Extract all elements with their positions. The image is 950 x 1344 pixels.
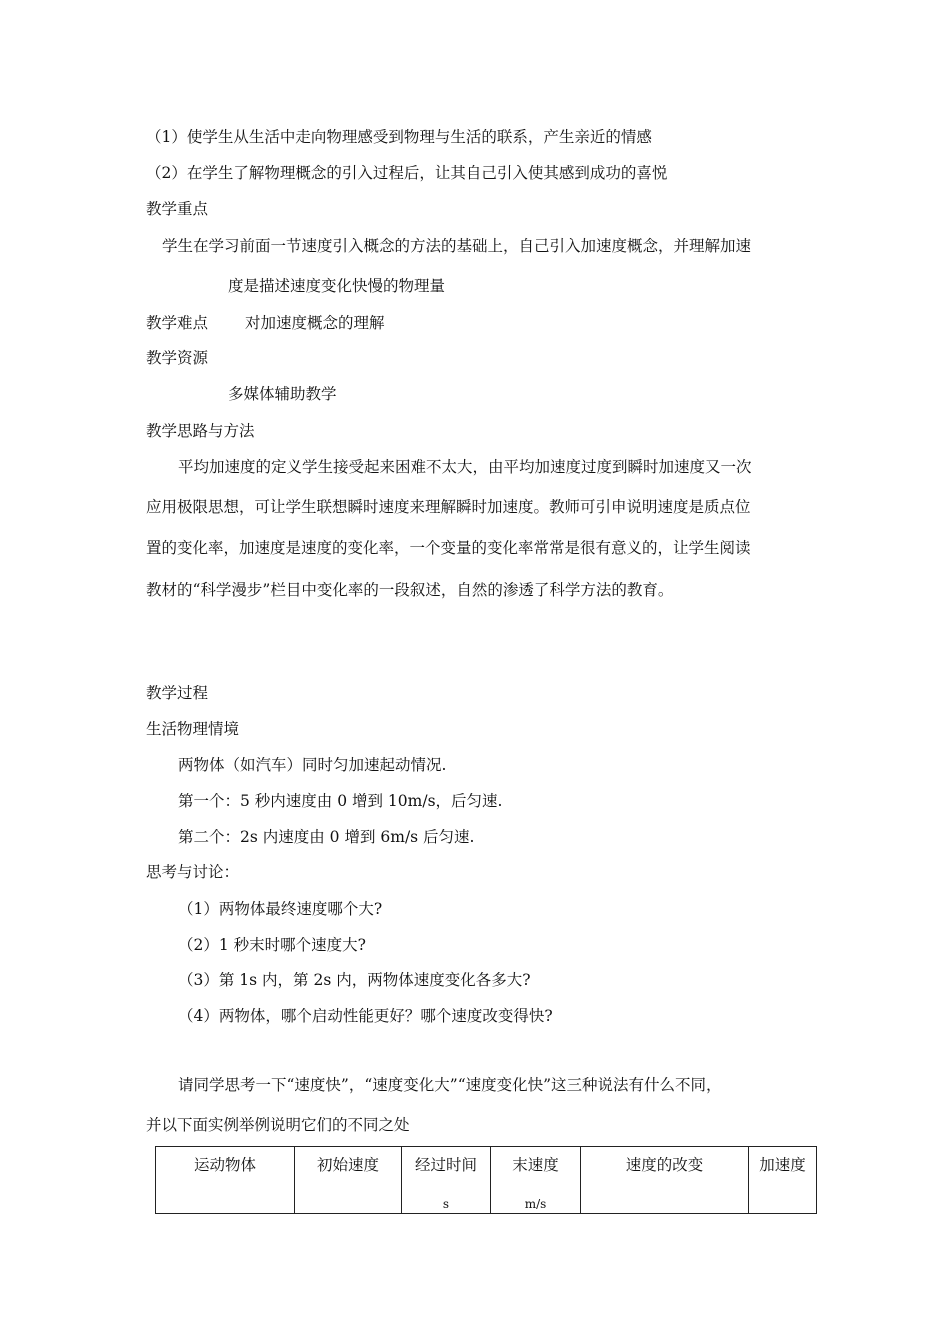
header-unit: m/s xyxy=(524,1197,547,1211)
header-cell-acceleration xyxy=(749,1147,817,1214)
motion-comparison-table xyxy=(155,1146,817,1214)
key-point-text-line1: 学生在学习前面一节速度引入概念的方法的基础上，自己引入加速度概念，并理解加速 xyxy=(162,237,752,255)
discussion-heading: 思考与讨论： xyxy=(146,863,240,881)
question-2: （2）1 秒末时哪个速度大? xyxy=(178,936,366,954)
difficulty-heading: 教学难点 xyxy=(146,314,209,332)
header-label: 速度的改变 xyxy=(625,1156,704,1174)
question-1: （1）两物体最终速度哪个大? xyxy=(178,900,383,918)
method-line-3: 置的变化率，加速度是速度的变化率，一个变量的变化率常常是很有意义的，让学生阅读 xyxy=(146,539,751,557)
scenario-line-3: 第二个：2s 内速度由 0 增到 6m/s 后匀速. xyxy=(178,828,475,846)
header-cell-elapsed-time xyxy=(402,1147,491,1214)
scenario-line-1: 两物体（如汽车）同时匀加速起动情况. xyxy=(178,756,447,774)
header-label: 运动物体 xyxy=(193,1156,256,1174)
header-label: 加速度 xyxy=(759,1156,806,1174)
key-point-heading: 教学重点 xyxy=(146,200,209,218)
resources-heading: 教学资源 xyxy=(146,349,209,367)
method-heading: 教学思路与方法 xyxy=(146,422,255,440)
header-label: 初始速度 xyxy=(316,1156,379,1174)
objective-1: （1）使学生从生活中走向物理感受到物理与生活的联系，产生亲近的情感 xyxy=(146,128,652,146)
difficulty-text: 对加速度概念的理解 xyxy=(245,314,385,332)
question-3: （3）第 1s 内，第 2s 内，两物体速度变化各多大? xyxy=(178,971,531,989)
header-label: 经过时间 xyxy=(414,1156,477,1174)
objective-2: （2）在学生了解物理概念的引入过程后，让其自己引入使其感到成功的喜悦 xyxy=(146,164,668,182)
header-cell-initial-velocity xyxy=(295,1147,402,1214)
resources-text: 多媒体辅助教学 xyxy=(228,385,337,403)
header-cell-final-velocity xyxy=(491,1147,581,1214)
scenario-line-2: 第一个：5 秒内速度由 0 增到 10m/s，后匀速. xyxy=(178,792,503,810)
prompt-line-1: 请同学思考一下“速度快”，“速度变化大”“速度变化快”这三种说法有什么不同， xyxy=(178,1076,722,1094)
method-line-2: 应用极限思想，可让学生联想瞬时速度来理解瞬时加速度。教师可引申说明速度是质点位 xyxy=(146,498,751,516)
process-heading: 教学过程 xyxy=(146,684,209,702)
prompt-line-2: 并以下面实例举例说明它们的不同之处 xyxy=(146,1116,410,1134)
key-point-text-line2: 度是描述速度变化快慢的物理量 xyxy=(228,277,446,295)
table-header-row xyxy=(156,1147,817,1214)
method-line-4: 教材的“科学漫步”栏目中变化率的一段叙述，自然的渗透了科学方法的教育。 xyxy=(146,581,674,599)
header-cell-moving-object xyxy=(156,1147,295,1214)
process-subheading: 生活物理情境 xyxy=(146,720,240,738)
header-unit: s xyxy=(442,1197,450,1211)
question-4: （4）两物体，哪个启动性能更好？哪个速度改变得快? xyxy=(178,1007,553,1025)
method-line-1: 平均加速度的定义学生接受起来困难不太大，由平均加速度过度到瞬时加速度又一次 xyxy=(178,458,752,476)
header-label: 末速度 xyxy=(512,1156,559,1174)
header-cell-velocity-change xyxy=(581,1147,749,1214)
